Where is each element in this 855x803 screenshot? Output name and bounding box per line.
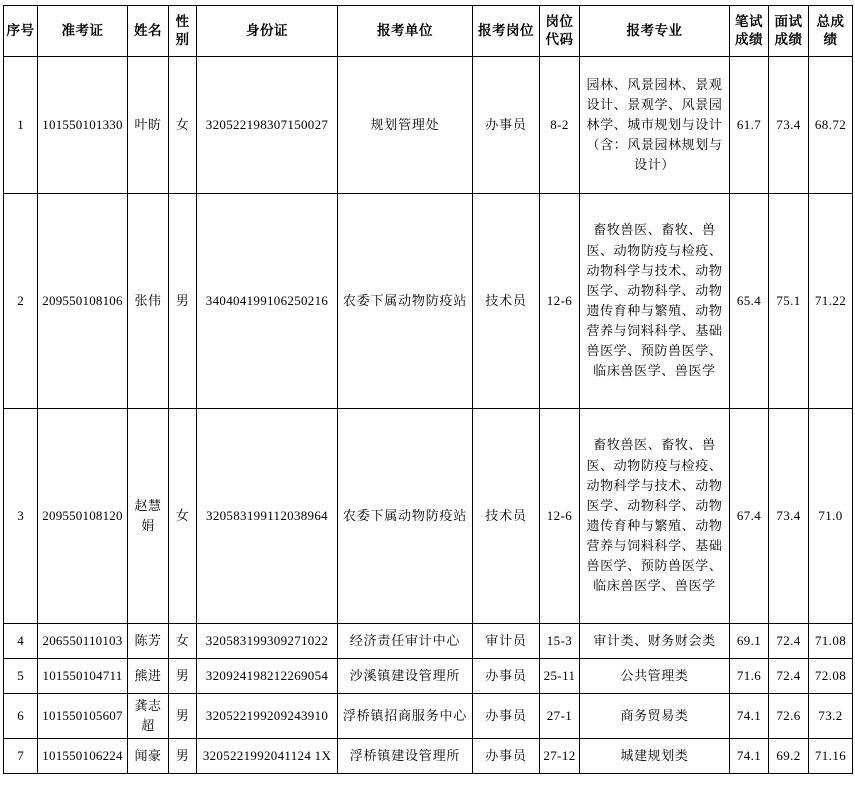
column-header-post-line-1: 报考岗位 [478,22,534,38]
cell-idcard: 340404199106250216 [197,194,338,409]
cell-ticket: 101550104711 [38,659,128,694]
cell-code: 8-2 [540,57,580,194]
cell-total-score: 71.16 [809,739,853,774]
column-header-seq [4,6,38,57]
cell-code: 15-3 [540,624,580,659]
cell-unit: 浮桥镇建设管理所 [338,739,473,774]
table-row [4,739,853,774]
cell-major: 畜牧兽医、畜牧、兽医、动物防疫与检疫、动物科学与技术、动物医学、动物科学、动物遗传育种与繁殖、动物营养与饲料科学、基础兽医学、预防兽医学、临床兽医学、兽医学 [580,194,730,409]
exam-results-table [3,5,853,774]
cell-seq: 3 [4,409,38,624]
cell-seq: 1 [4,57,38,194]
column-header-name [128,6,169,57]
cell-major: 城建规划类 [580,739,730,774]
cell-gender: 男 [169,739,197,774]
cell-gender: 女 [169,57,197,194]
column-header-written-line-2: 成绩 [735,32,763,47]
column-header-unit [338,6,473,57]
cell-name: 叶昉 [128,57,169,194]
column-header-written-line-1: 笔试 [735,13,763,29]
cell-post: 审计员 [473,624,540,659]
column-header-seq-line-1: 序号 [6,22,35,38]
cell-name: 熊进 [128,659,169,694]
column-header-idcard-line-1: 身份证 [246,22,288,38]
cell-gender: 女 [169,624,197,659]
cell-interview-score: 72.6 [769,694,809,739]
column-header-interview-line-1: 面试 [774,13,803,29]
column-header-gender [169,6,197,57]
cell-code: 25-11 [540,659,580,694]
column-header-gender-line-2: 别 [175,32,190,47]
cell-idcard: 320522199209243910 [197,694,338,739]
cell-written-score: 71.6 [730,659,769,694]
cell-unit: 农委下属动物防疫站 [338,194,473,409]
cell-gender: 女 [169,409,197,624]
cell-total-score: 71.22 [809,194,853,409]
cell-name: 龚志超 [128,694,169,739]
cell-idcard: 3205221992041124 1X [197,739,338,774]
cell-interview-score: 73.4 [769,57,809,194]
cell-idcard: 320583199112038964 [197,409,338,624]
column-header-total-line-1: 总成绩 [816,13,845,47]
cell-ticket: 206550110103 [38,624,128,659]
cell-post: 技术员 [473,194,540,409]
cell-post: 办事员 [473,659,540,694]
cell-interview-score: 72.4 [769,624,809,659]
cell-written-score: 69.1 [730,624,769,659]
table-row [4,57,853,194]
cell-interview-score: 75.1 [769,194,809,409]
column-header-ticket-line-1: 准考证 [61,22,104,38]
cell-code: 12-6 [540,194,580,409]
cell-written-score: 67.4 [730,409,769,624]
cell-written-score: 74.1 [730,739,769,774]
cell-major: 畜牧兽医、畜牧、兽医、动物防疫与检疫、动物科学与技术、动物医学、动物科学、动物遗传育种与繁殖、动物营养与饲料科学、基础兽医学、预防兽医学、临床兽医学、兽医学 [580,409,730,624]
cell-unit: 农委下属动物防疫站 [338,409,473,624]
table-row [4,624,853,659]
table-header [4,6,853,57]
column-header-name-line-1: 姓名 [134,22,162,38]
column-header-gender-line-1: 性 [175,13,190,29]
cell-major: 商务贸易类 [580,694,730,739]
cell-post: 技术员 [473,409,540,624]
cell-interview-score: 72.4 [769,659,809,694]
table-body [4,57,853,774]
cell-written-score: 61.7 [730,57,769,194]
cell-total-score: 72.08 [809,659,853,694]
cell-seq: 7 [4,739,38,774]
cell-gender: 男 [169,194,197,409]
column-header-ticket [38,6,128,57]
cell-post: 办事员 [473,57,540,194]
column-header-idcard [197,6,338,57]
cell-name: 赵慧娟 [128,409,169,624]
table-row [4,694,853,739]
cell-post: 办事员 [473,739,540,774]
column-header-interview-line-2: 成绩 [774,32,803,47]
cell-ticket: 101550105607 [38,694,128,739]
cell-seq: 2 [4,194,38,409]
cell-idcard: 320522198307150027 [197,57,338,194]
column-header-post [473,6,540,57]
column-header-code-line-2: 代码 [545,32,574,47]
cell-seq: 4 [4,624,38,659]
cell-unit: 沙溪镇建设管理所 [338,659,473,694]
cell-total-score: 73.2 [809,694,853,739]
cell-seq: 5 [4,659,38,694]
cell-written-score: 65.4 [730,194,769,409]
cell-code: 27-12 [540,739,580,774]
table-row [4,409,853,624]
cell-code: 12-6 [540,409,580,624]
cell-ticket: 101550106224 [38,739,128,774]
cell-major: 园林、风景园林、景观设计、景观学、风景园林学、城市规划与设计（含：风景园林规划与设计） [580,57,730,194]
column-header-major [580,6,730,57]
cell-ticket: 209550108120 [38,409,128,624]
cell-unit: 规划管理处 [338,57,473,194]
cell-name: 陈芳 [128,624,169,659]
cell-idcard: 320583199309271022 [197,624,338,659]
cell-name: 张伟 [128,194,169,409]
cell-seq: 6 [4,694,38,739]
cell-total-score: 71.0 [809,409,853,624]
cell-gender: 男 [169,694,197,739]
cell-post: 办事员 [473,694,540,739]
cell-total-score: 68.72 [809,57,853,194]
cell-major: 公共管理类 [580,659,730,694]
column-header-code-line-1: 岗位 [545,13,574,29]
column-header-interview-score [769,6,809,57]
cell-unit: 经济责任审计中心 [338,624,473,659]
column-header-total-score [809,6,853,57]
column-header-major-line-1: 报考专业 [626,22,683,38]
cell-ticket: 209550108106 [38,194,128,409]
column-header-unit-line-1: 报考单位 [377,22,433,38]
cell-idcard: 320924198212269054 [197,659,338,694]
cell-major: 审计类、财务财会类 [580,624,730,659]
cell-unit: 浮桥镇招商服务中心 [338,694,473,739]
cell-code: 27-1 [540,694,580,739]
column-header-code [540,6,580,57]
cell-gender: 男 [169,659,197,694]
cell-written-score: 74.1 [730,694,769,739]
column-header-written-score [730,6,769,57]
cell-name: 闻豪 [128,739,169,774]
table-row [4,194,853,409]
cell-ticket: 101550101330 [38,57,128,194]
table-row [4,659,853,694]
header-row [4,6,853,57]
cell-interview-score: 69.2 [769,739,809,774]
cell-interview-score: 73.4 [769,409,809,624]
cell-total-score: 71.08 [809,624,853,659]
